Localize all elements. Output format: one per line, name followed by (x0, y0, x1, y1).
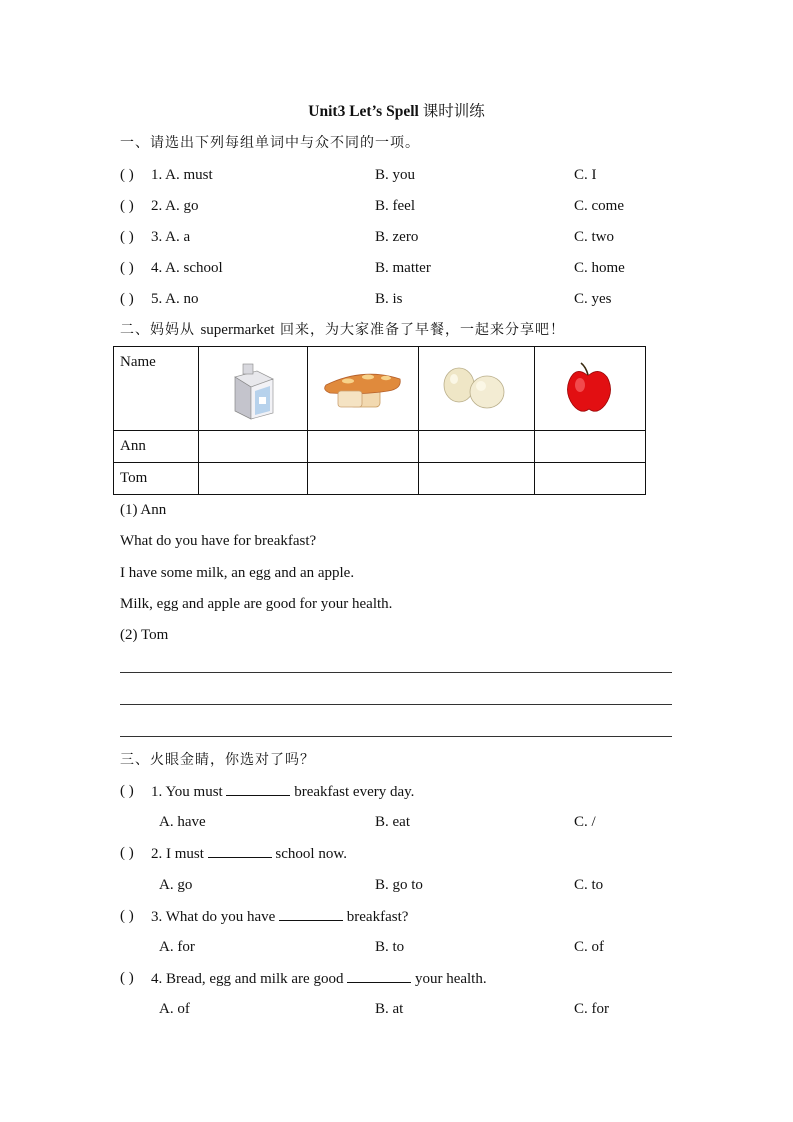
page-title: Unit3 Let’s Spell 课时训练 (308, 103, 485, 120)
table-header-food (308, 347, 419, 431)
option-b: B. you (375, 167, 416, 183)
option-b: B. eat (375, 814, 410, 830)
answer-bracket[interactable]: ( ) (120, 845, 134, 861)
option-c: C. to (574, 877, 604, 893)
example-line: What do you have for breakfast? (120, 533, 317, 549)
table-cell[interactable] (308, 463, 419, 495)
option-b: B. feel (375, 198, 415, 214)
question-stem: 1. You must breakfast every day. (151, 784, 415, 800)
option-a: 2. A. go (151, 198, 199, 214)
answer-blank[interactable] (226, 782, 290, 796)
table-header-row (114, 347, 646, 431)
answer-bracket[interactable]: ( ) (120, 198, 134, 214)
example-line: Milk, egg and apple are good for your health. (120, 596, 393, 612)
question-stem: 4. Bread, egg and milk are good your health. (151, 971, 487, 987)
example-ann-label: (1) Ann (120, 502, 167, 518)
example-tom-label: (2) Tom (120, 627, 169, 643)
answer-bracket[interactable]: ( ) (120, 908, 134, 924)
option-b: B. at (375, 1001, 404, 1017)
table-header-food (419, 347, 535, 431)
option-b: B. is (375, 291, 403, 307)
option-a: 5. A. no (151, 291, 199, 307)
option-c: C. home (574, 260, 625, 276)
option-a: A. for (159, 939, 195, 955)
writing-line[interactable] (120, 672, 672, 673)
table-cell[interactable] (199, 431, 308, 463)
option-c: C. come (574, 198, 624, 214)
example-line: I have some milk, an egg and an apple. (120, 565, 355, 581)
section-two-heading: 二、妈妈从 supermarket 回来，为大家准备了早餐，一起来分享吧！ (120, 322, 566, 338)
table-header-food (535, 347, 646, 431)
table-cell[interactable] (535, 431, 646, 463)
writing-line[interactable] (120, 704, 672, 705)
section-one-heading: 一、请选出下列每组单词中与众不同的一项。 (120, 135, 420, 151)
answer-blank[interactable] (208, 844, 272, 858)
milk-icon (199, 347, 307, 430)
answer-bracket[interactable]: ( ) (120, 291, 134, 307)
option-a: A. of (159, 1001, 190, 1017)
option-c: C. two (574, 229, 615, 245)
question-stem: 3. What do you have breakfast? (151, 909, 409, 925)
table-cell[interactable] (535, 463, 646, 495)
table-row (114, 463, 646, 495)
table-cell[interactable] (199, 463, 308, 495)
table-header-food (199, 347, 308, 431)
row-label-ann: Ann (114, 431, 199, 463)
answer-bracket[interactable]: ( ) (120, 970, 134, 986)
row-label-tom: Tom (114, 463, 199, 495)
section-three-heading: 三、火眼金睛，你选对了吗？ (120, 752, 315, 768)
eggs-icon (419, 347, 534, 430)
answer-bracket[interactable]: ( ) (120, 229, 134, 245)
option-a: 3. A. a (151, 229, 191, 245)
answer-bracket[interactable]: ( ) (120, 783, 134, 799)
table-cell[interactable] (308, 431, 419, 463)
answer-blank[interactable] (279, 907, 343, 921)
answer-bracket[interactable]: ( ) (120, 167, 134, 183)
apple-icon (535, 347, 645, 430)
option-a: A. have (159, 814, 206, 830)
bread-icon (308, 347, 418, 430)
option-c: C. / (574, 814, 596, 830)
breakfast-table (113, 346, 646, 495)
option-b: B. matter (375, 260, 431, 276)
option-a: 1. A. must (151, 167, 213, 183)
option-c: C. I (574, 167, 597, 183)
table-cell[interactable] (419, 463, 535, 495)
option-c: C. for (574, 1001, 609, 1017)
option-b: B. go to (375, 877, 423, 893)
option-a: 4. A. school (151, 260, 223, 276)
answer-bracket[interactable]: ( ) (120, 260, 134, 276)
table-row (114, 431, 646, 463)
table-header-name: Name (114, 347, 199, 431)
question-stem: 2. I must school now. (151, 846, 347, 862)
option-c: C. of (574, 939, 604, 955)
writing-line[interactable] (120, 736, 672, 737)
option-c: C. yes (574, 291, 612, 307)
option-b: B. zero (375, 229, 419, 245)
option-a: A. go (159, 877, 193, 893)
option-b: B. to (375, 939, 405, 955)
table-cell[interactable] (419, 431, 535, 463)
answer-blank[interactable] (347, 969, 411, 983)
